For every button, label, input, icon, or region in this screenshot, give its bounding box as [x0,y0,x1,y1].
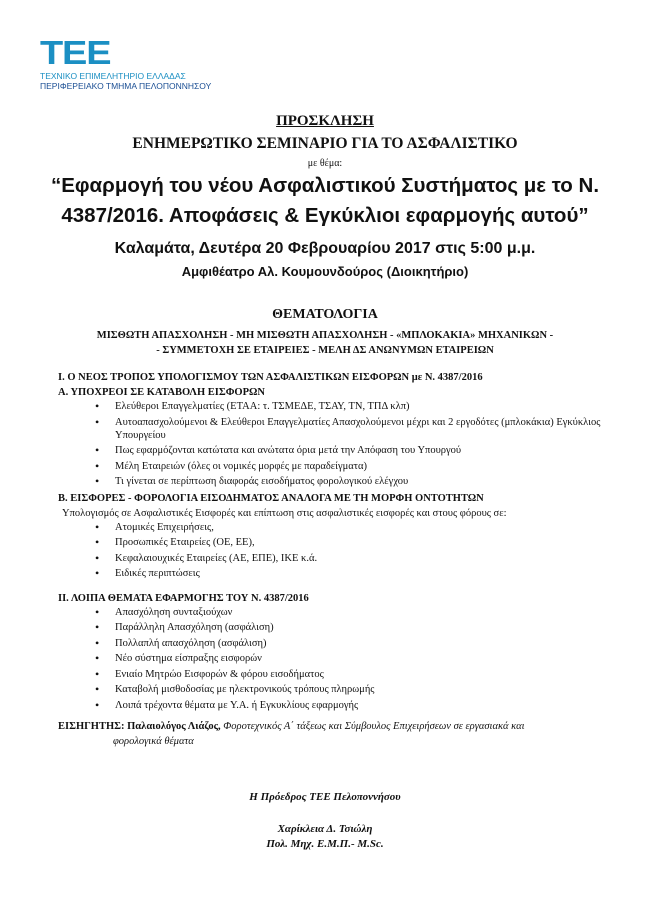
document-body [58,370,618,749]
list-item: • Καταβολή μισθοδοσίας με ηλεκτρονικούς τρόπους πληρωμής [95,683,618,696]
list-item: • Λοιπά τρέχοντα θέματα με Υ.Α. ή Εγκυκλίους εφαρμογής [95,699,618,712]
section-1-title: Ι. Ο ΝΕΟΣ ΤΡΟΠΟΣ ΥΠΟΛΟΓΙΣΜΟΥ ΤΩΝ ΑΣΦΑΛΙΣΤΙΚΩΝ ΕΙΣΦΟΡΩΝ με Ν. 4387/2016 [58,372,483,383]
seminar-title: ΕΝΗΜΕΡΩΤΙΚΟ ΣΕΜΙΝΑΡΙΟ ΓΙΑ ΤΟ ΑΣΦΑΛΙΣΤΙΚΟ [132,135,518,152]
tee-logo [40,34,212,91]
list-item: • Ενιαίο Μητρώο Εισφορών & φόρου εισοδήματος [95,668,618,681]
list-item: • Κεφαλαιουχικές Εταιρείες (ΑΕ, ΕΠΕ), ΙΚΕ κ.ά. [95,552,618,565]
tee-logo-mark: ΤΕΕ [40,34,111,71]
subject-label: με θέμα: [307,158,343,169]
speaker-name: Παλαιολόγος Λιάζος, [127,721,221,732]
topics-line-1: ΜΙΣΘΩΤΗ ΑΠΑΣΧΟΛΗΣΗ - ΜΗ ΜΙΣΘΩΤΗ ΑΠΑΣΧΟΛΗΣΗ - «ΜΠΛΟΚΑΚΙΑ» ΜΗΧΑΝΙΚΩΝ - [96,330,554,341]
subject-line-2: 4387/2016. Αποφάσεις & Εγκύκλιοι εφαρμογής αυτού” [61,204,589,227]
speaker-description: Φοροτεχνικός Α΄ τάξεως και Σύμβουλος Επιχειρήσεων σε εργασιακά και [223,721,525,732]
subject-title [0,171,650,231]
list-item: • Ατομικές Επιχειρήσεις, [95,521,618,534]
section-1b-title: Β. ΕΙΣΦΟΡΕΣ - ΦΟΡΟΛΟΓΙΑ ΕΙΣΟΔΗΜΑΤΟΣ ΑΝΑΛΟΓΑ ΜΕ ΤΗ ΜΟΡΦΗ ΟΝΤΟΤΗΤΩΝ [58,492,484,504]
signatory-role: Η Πρόεδρος ΤΕΕ Πελοποννήσου [249,791,401,803]
speaker-info [58,719,618,734]
list-item: • Νέο σύστημα είσπραξης εισφορών [95,652,618,665]
list-item: • Απασχόληση συνταξιούχων [95,606,618,619]
topics-summary [0,328,650,358]
topics-title: ΘΕΜΑΤΟΛΟΓΙΑ [272,307,378,322]
event-date: Καλαμάτα, Δευτέρα 20 Φεβρουαρίου 2017 στις 5:00 μ.μ. [114,240,536,257]
list-item: • Ειδικές περιπτώσεις [95,567,618,580]
subject-line-1: “Εφαρμογή του νέου Ασφαλιστικού Συστήματος με το Ν. [50,174,600,197]
list-item: • Παράλληλη Απασχόληση (ασφάλιση) [95,621,618,634]
tee-logo-name: ΤΕΧΝΙΚΟ ΕΠΙΜΕΛΗΤΗΡΙΟ ΕΛΛΑΔΑΣ [40,71,186,81]
section-1b-list [58,521,618,581]
speaker-description-cont: φορολογικά θέματα [113,736,194,747]
list-item: • Αυτοαπασχολούμενοι & Ελεύθεροι Επαγγελματίες Απασχολούμενοι μέχρι και 2 εργοδότες (μπλοκάκια) Εγκύκλιος Υπουργείου [95,416,618,442]
signatory-name: Χαρίκλεια Δ. Τσιώλη [277,823,373,835]
section-1a-title: Α. ΥΠΟΧΡΕΟΙ ΣΕ ΚΑΤΑΒΟΛΗ ΕΙΣΦΟΡΩΝ [58,387,265,398]
speaker-label: ΕΙΣΗΓΗΤΗΣ: [58,721,125,732]
list-item: • Ελεύθεροι Επαγγελματίες (ΕΤΑΑ: τ. ΤΣΜΕΔΕ, ΤΣΑΥ, ΤΝ, ΤΠΔ κλπ) [95,400,618,413]
list-item: • Τι γίνεται σε περίπτωση διαφοράς εισοδήματος φορολογικού ελέγχου [95,475,618,488]
section-1b-intro: Υπολογισμός σε Ασφαλιστικές Εισφορές και επίπτωση στις ασφαλιστικές εισφορές και στους φόρους σε: [62,507,507,519]
list-item: • Πως εφαρμόζονται κατώτατα και ανώτατα όρια μετά την Απόφαση του Υπουργού [95,444,618,457]
section-2-title: ΙΙ. ΛΟΙΠΑ ΘΕΜΑΤΑ ΕΦΑΡΜΟΓΗΣ ΤΟΥ Ν. 4387/2016 [58,592,309,604]
list-item: • Πολλαπλή απασχόληση (ασφάλιση) [95,637,618,650]
tee-logo-branch: ΠΕΡΙΦΕΡΕΙΑΚΟ ΤΜΗΜΑ ΠΕΛΟΠΟΝΝΗΣΟΥ [40,81,212,91]
topics-line-2: - ΣΥΜΜΕΤΟΧΗ ΣΕ ΕΤΑΙΡΕΙΕΣ - ΜΕΛΗ ΔΣ ΑΝΩΝΥΜΩΝ ΕΤΑΙΡΕΙΩΝ [156,345,494,356]
section-1a-list [58,400,618,488]
section-2-list [58,606,618,712]
event-venue: Αμφιθέατρο Αλ. Κουμουνδούρος (Διοικητήριο) [181,264,469,279]
invitation-title: ΠΡΟΣΚΛΗΣΗ [276,113,374,129]
list-item: • Μέλη Εταιρειών (όλες οι νομικές μορφές με παραδείγματα) [95,460,618,473]
list-item: • Προσωπικές Εταιρείες (ΟΕ, ΕΕ), [95,536,618,549]
signatory-title: Πολ. Μηχ. Ε.Μ.Π.- M.Sc. [266,838,384,850]
